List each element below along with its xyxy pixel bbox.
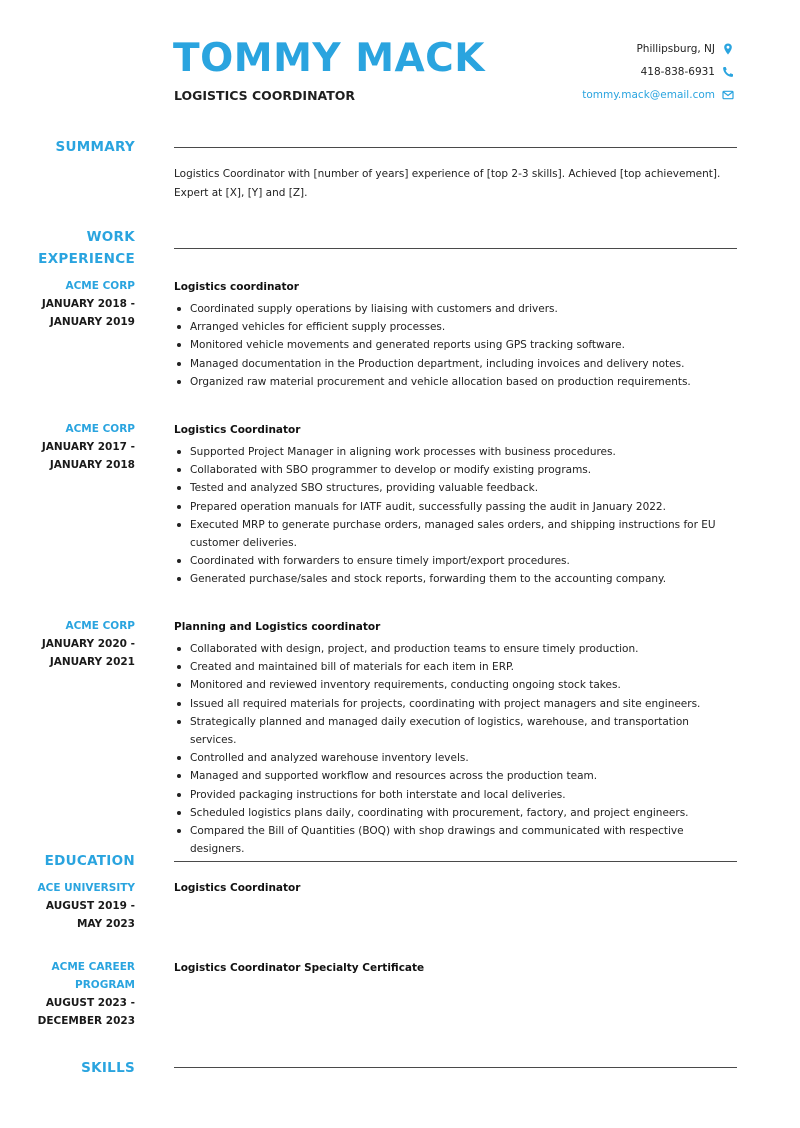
company-name: ACME CORP	[65, 423, 135, 435]
phone-text: 418-838-6931	[640, 66, 715, 78]
list-item: Coordinated with forwarders to ensure timely import/export procedures.	[190, 552, 738, 570]
job-title-entry: Logistics coordinator	[174, 281, 299, 293]
company-name: ACME CORP	[65, 280, 135, 292]
school-name-line2: PROGRAM	[75, 979, 135, 991]
list-item: Created and maintained bill of materials for each item in ERP.	[190, 658, 738, 676]
summary-text: Logistics Coordinator with [number of years] experience of [top 2-3 skills]. Achieved [top achievement]. Expert at [X], [Y] and [Z].	[174, 168, 721, 199]
list-item: Monitored vehicle movements and generated reports using GPS tracking software.	[190, 336, 738, 354]
job-bullets	[190, 443, 738, 589]
list-item: Managed and supported workflow and resources across the production team.	[190, 767, 738, 785]
date-end: JANUARY 2021	[49, 656, 135, 668]
work-heading-line2: EXPERIENCE	[38, 251, 135, 267]
list-item: Executed MRP to generate purchase orders, managed sales orders, and shipping instructions for EU customer deliveries.	[190, 516, 738, 552]
date-start: JANUARY 2020 -	[41, 638, 135, 650]
envelope-icon	[722, 89, 734, 101]
skills-divider	[174, 1067, 737, 1068]
job-bullets	[190, 640, 738, 858]
list-item: Collaborated with SBO programmer to develop or modify existing programs.	[190, 461, 738, 479]
list-item: Arranged vehicles for efficient supply processes.	[190, 318, 738, 336]
contact-location	[514, 42, 734, 56]
list-item: Prepared operation manuals for IATF audit, successfully passing the audit in January 2022.	[190, 498, 738, 516]
education-heading: EDUCATION	[44, 853, 135, 869]
list-item: Tested and analyzed SBO structures, providing valuable feedback.	[190, 479, 738, 497]
school-name: ACE UNIVERSITY	[37, 882, 135, 894]
date-start: AUGUST 2019 -	[45, 900, 135, 912]
education-meta	[5, 879, 135, 933]
work-divider	[174, 248, 737, 249]
education-divider	[174, 861, 737, 862]
date-start: AUGUST 2023 -	[45, 997, 135, 1009]
degree-title: Logistics Coordinator	[174, 882, 301, 894]
date-end: DECEMBER 2023	[37, 1015, 135, 1027]
job-meta	[5, 420, 135, 474]
phone-icon	[722, 66, 734, 78]
date-end: MAY 2023	[76, 918, 135, 930]
contact-email[interactable]	[514, 88, 734, 102]
summary-divider	[174, 147, 737, 148]
date-start: JANUARY 2018 -	[41, 298, 135, 310]
list-item: Compared the Bill of Quantities (BOQ) with shop drawings and communicated with respective designers.	[190, 822, 738, 858]
list-item: Supported Project Manager in aligning work processes with business procedures.	[190, 443, 738, 461]
map-pin-icon	[722, 43, 734, 55]
date-end: JANUARY 2019	[49, 316, 135, 328]
company-name: ACME CORP	[65, 620, 135, 632]
email-link[interactable]: tommy.mack@email.com	[582, 89, 715, 101]
certificate-title: Logistics Coordinator Specialty Certificate	[174, 962, 425, 974]
location-text: Phillipsburg, NJ	[636, 43, 715, 55]
education-meta	[5, 958, 135, 1030]
list-item: Collaborated with design, project, and production teams to ensure timely production.	[190, 640, 738, 658]
date-end: JANUARY 2018	[49, 459, 135, 471]
job-meta	[5, 617, 135, 671]
contact-phone	[514, 65, 734, 79]
list-item: Managed documentation in the Production department, including invoices and delivery notes.	[190, 355, 738, 373]
list-item: Coordinated supply operations by liaising with customers and drivers.	[190, 300, 738, 318]
job-title: LOGISTICS COORDINATOR	[174, 88, 356, 103]
list-item: Controlled and analyzed warehouse inventory levels.	[190, 749, 738, 767]
skills-heading: SKILLS	[81, 1060, 135, 1076]
list-item: Provided packaging instructions for both interstate and local deliveries.	[190, 786, 738, 804]
list-item: Organized raw material procurement and vehicle allocation based on production requirements.	[190, 373, 738, 391]
list-item: Scheduled logistics plans daily, coordinating with procurement, factory, and project engineers.	[190, 804, 738, 822]
school-name-line1: ACME CAREER	[51, 961, 135, 973]
job-meta	[5, 277, 135, 331]
job-title-entry: Logistics Coordinator	[174, 424, 301, 436]
list-item: Strategically planned and managed daily execution of logistics, warehouse, and transportation services.	[190, 713, 738, 749]
date-start: JANUARY 2017 -	[41, 441, 135, 453]
work-heading-line1: WORK	[86, 229, 135, 245]
job-title-entry: Planning and Logistics coordinator	[174, 621, 381, 633]
list-item: Generated purchase/sales and stock reports, forwarding them to the accounting company.	[190, 570, 738, 588]
candidate-name: TOMMY MACK	[173, 36, 486, 81]
job-bullets	[190, 300, 738, 391]
summary-heading: SUMMARY	[55, 139, 135, 155]
list-item: Issued all required materials for projects, coordinating with project managers and site engineers.	[190, 695, 738, 713]
list-item: Monitored and reviewed inventory requirements, conducting ongoing stock takes.	[190, 676, 738, 694]
